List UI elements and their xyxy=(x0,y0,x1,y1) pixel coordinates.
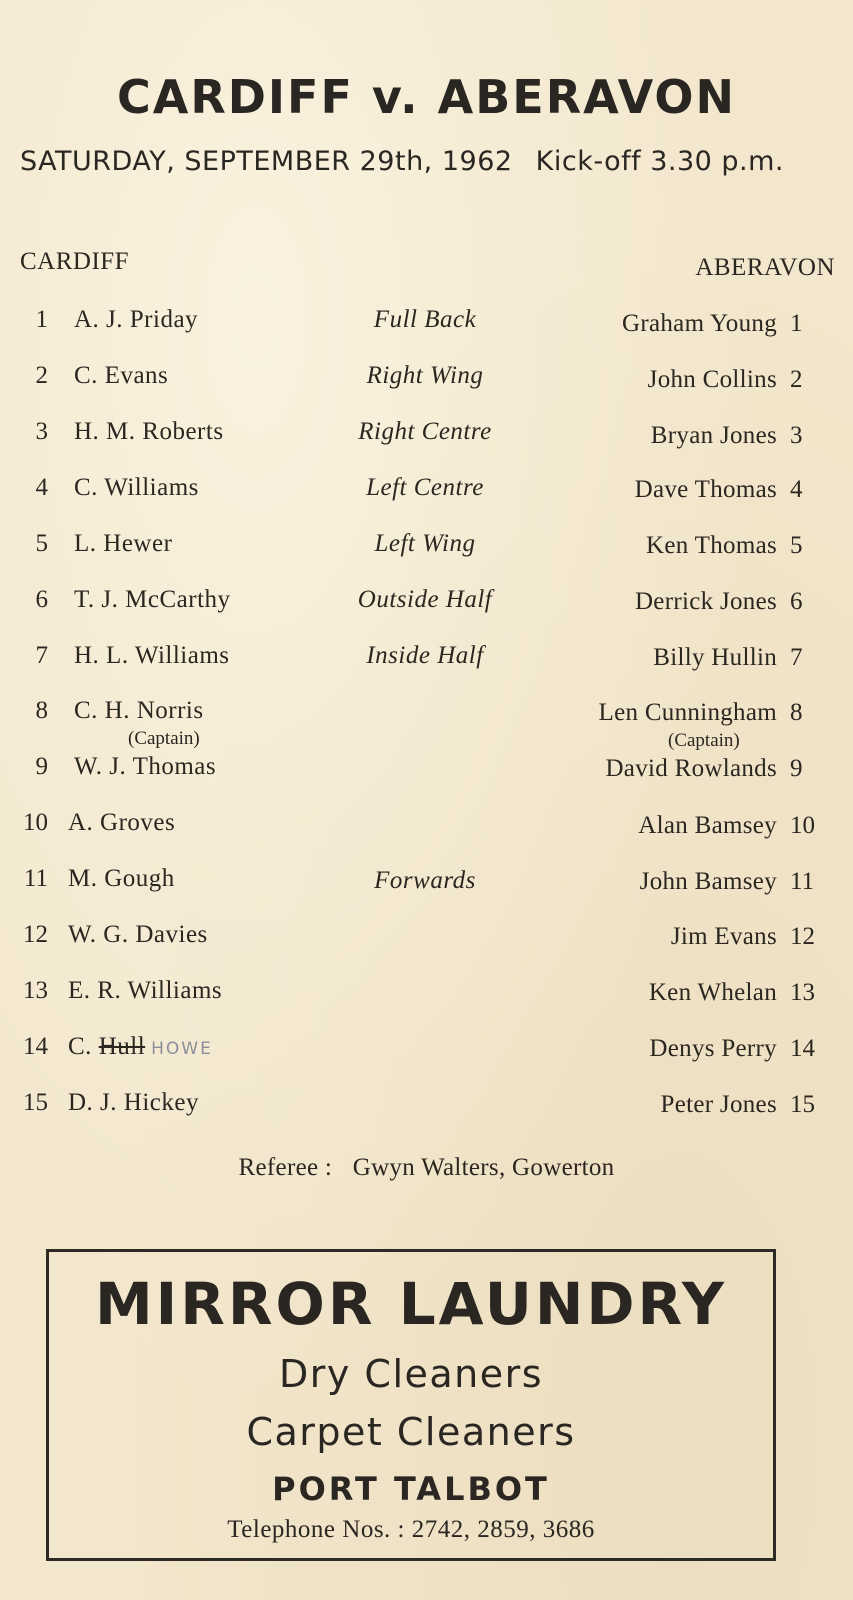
home-captain-note: (Captain) xyxy=(128,728,200,749)
advertisement-box xyxy=(46,1249,776,1561)
home-number: 9 xyxy=(35,753,48,780)
home-number: 3 xyxy=(35,418,48,445)
away-player: David Rowlands xyxy=(605,755,777,782)
advert-telephone: Telephone Nos. : 2742, 2859, 3686 xyxy=(227,1516,595,1543)
home-player: E. R. Williams xyxy=(68,977,223,1004)
lineup-row-1 xyxy=(0,306,853,346)
home-number: 12 xyxy=(23,921,48,948)
home-player: H. L. Williams xyxy=(74,642,230,669)
lineup-row-9 xyxy=(0,753,853,793)
match-title: CARDIFF v. ABERAVON xyxy=(116,70,737,124)
lineup-row-14 xyxy=(0,1033,853,1073)
away-number: 9 xyxy=(790,755,803,782)
advert-service-2: Carpet Cleaners xyxy=(246,1410,576,1454)
home-number: 1 xyxy=(35,306,48,333)
away-player: Graham Young xyxy=(622,310,777,337)
home-player-corrected xyxy=(68,1033,213,1061)
away-player: Billy Hullin xyxy=(653,644,777,671)
home-player: A. Groves xyxy=(68,809,176,836)
home-player: W. G. Davies xyxy=(68,921,208,948)
kickoff-time: Kick-off 3.30 p.m. xyxy=(535,146,785,177)
away-player: Derrick Jones xyxy=(634,588,777,615)
away-number: 1 xyxy=(790,310,803,337)
home-player: C. Williams xyxy=(74,474,199,501)
home-player: L. Hewer xyxy=(74,530,173,557)
home-number: 8 xyxy=(35,697,48,724)
away-player: Ken Whelan xyxy=(648,979,777,1006)
home-number: 15 xyxy=(23,1089,48,1116)
referee-name: Gwyn Walters, Gowerton xyxy=(352,1154,615,1181)
away-number: 4 xyxy=(790,476,803,503)
referee-label: Referee : xyxy=(238,1154,333,1181)
home-player: T. J. McCarthy xyxy=(74,586,231,613)
home-player: M. Gough xyxy=(68,865,175,892)
away-captain-note: (Captain) xyxy=(668,730,740,751)
match-date: SATURDAY, SEPTEMBER 29th, 1962 xyxy=(20,146,513,177)
advert-title: MIRROR LAUNDRY xyxy=(94,1270,728,1338)
position-label: Full Back xyxy=(373,306,477,333)
away-player: Ken Thomas xyxy=(646,532,777,559)
away-number: 3 xyxy=(790,422,803,449)
lineup-row-13 xyxy=(0,977,853,1017)
home-number: 5 xyxy=(35,530,48,557)
lineup-row-11 xyxy=(0,865,853,905)
away-number: 6 xyxy=(790,588,803,615)
home-number: 4 xyxy=(35,474,48,501)
home-player-initial: C. xyxy=(68,1033,92,1060)
position-label: Left Centre xyxy=(366,474,484,501)
home-number: 6 xyxy=(35,586,48,613)
home-player: A. J. Priday xyxy=(74,306,199,333)
lineup-row-6 xyxy=(0,586,853,626)
away-team-heading: ABERAVON xyxy=(695,254,835,281)
position-label: Outside Half xyxy=(357,586,493,613)
position-label: Right Centre xyxy=(358,418,492,445)
home-team-heading: CARDIFF xyxy=(20,248,130,275)
home-number: 10 xyxy=(23,809,48,836)
away-player: Jim Evans xyxy=(670,923,777,950)
away-number: 8 xyxy=(790,699,803,726)
home-number: 7 xyxy=(35,642,48,669)
away-number: 15 xyxy=(790,1091,815,1118)
handwritten-correction: HOWE xyxy=(151,1039,213,1059)
away-number: 10 xyxy=(790,812,815,839)
position-label: Left Wing xyxy=(374,530,476,557)
away-player: John Bamsey xyxy=(639,868,777,895)
home-player: H. M. Roberts xyxy=(74,418,224,445)
away-player: Peter Jones xyxy=(660,1091,777,1118)
away-player: Dave Thomas xyxy=(634,476,777,503)
home-player: C. H. Norris xyxy=(74,697,204,724)
away-number: 7 xyxy=(790,644,803,671)
lineup-row-7 xyxy=(0,642,853,682)
lineup-row-4 xyxy=(0,474,853,514)
lineup-row-10 xyxy=(0,809,853,849)
away-player: Len Cunningham xyxy=(598,699,777,726)
away-number: 2 xyxy=(790,366,803,393)
away-number: 14 xyxy=(790,1035,815,1062)
match-date-line xyxy=(20,146,840,177)
struck-out-name: Hull xyxy=(98,1033,146,1060)
home-player: W. J. Thomas xyxy=(74,753,217,780)
away-number: 12 xyxy=(790,923,815,950)
position-label: Inside Half xyxy=(366,642,484,669)
lineup-row-12 xyxy=(0,921,853,961)
advert-service-1: Dry Cleaners xyxy=(278,1352,544,1396)
away-player: Alan Bamsey xyxy=(638,812,777,839)
away-player: John Collins xyxy=(647,366,777,393)
position-label: Forwards xyxy=(374,867,476,894)
lineup-row-15 xyxy=(0,1089,853,1129)
home-player: D. J. Hickey xyxy=(68,1089,199,1116)
lineup-row-2 xyxy=(0,362,853,402)
position-label: Right Wing xyxy=(366,362,484,389)
away-player: Bryan Jones xyxy=(650,422,777,449)
lineup-row-5 xyxy=(0,530,853,570)
home-number: 2 xyxy=(35,362,48,389)
home-number: 14 xyxy=(23,1033,48,1060)
away-player: Denys Perry xyxy=(649,1035,777,1062)
home-number: 11 xyxy=(23,865,48,892)
referee-line xyxy=(0,1154,853,1182)
home-number: 13 xyxy=(23,977,48,1004)
advert-town: PORT TALBOT xyxy=(272,1470,550,1508)
lineup-row-3 xyxy=(0,418,853,458)
home-player: C. Evans xyxy=(74,362,169,389)
away-number: 5 xyxy=(790,532,803,559)
away-number: 13 xyxy=(790,979,815,1006)
away-number: 11 xyxy=(790,868,815,895)
